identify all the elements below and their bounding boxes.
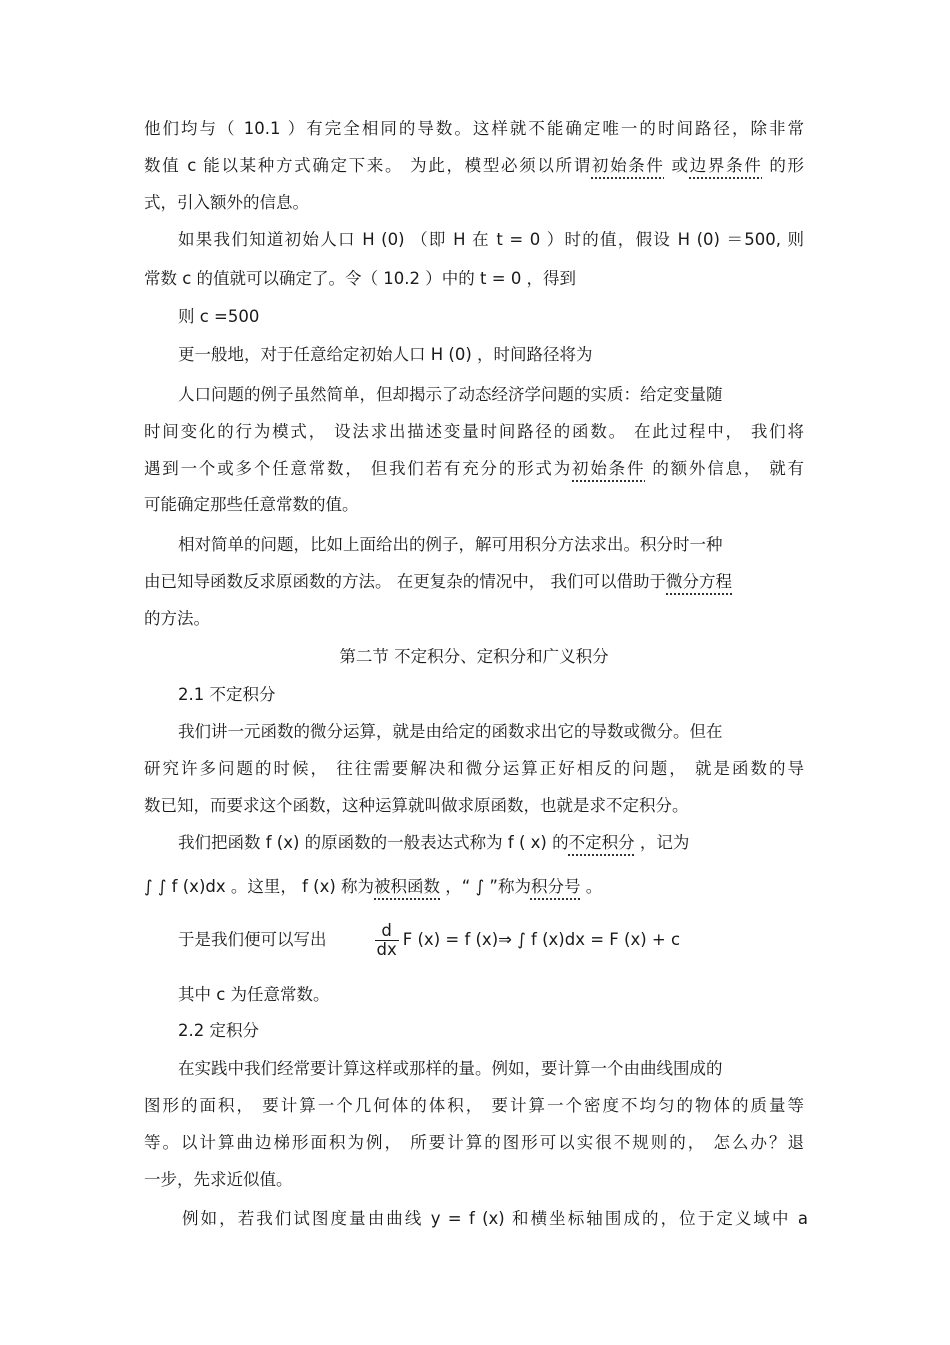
text-line: 的方法。: [144, 609, 210, 628]
derivative-fraction: $\frac{d}{dx}$: [376, 921, 397, 959]
emphasis-term: 被积函数: [374, 877, 441, 896]
emphasis-term: 初始条件: [591, 156, 665, 175]
text-line: 研究许多问题的时候， 往往需要解决和微分运算正好相反的问题， 就是函数的导: [144, 759, 804, 778]
section-title: 第二节 不定积分、定积分和广义积分: [339, 647, 609, 666]
text-line: 人口问题的例子虽然简单，但却揭示了动态经济学问题的实质：给定变量随: [178, 385, 723, 404]
emphasis-term: 边界条件: [689, 156, 763, 175]
text-line: 等。以计算曲边梯形面积为例， 所要计算的图形可以实很不规则的， 怎么办？退: [144, 1133, 804, 1152]
text-line: 一步，先求近似值。: [144, 1170, 293, 1189]
text-line: 数值 c 能以某种方式确定下来。 为此，模型必须以所谓初始条件 或边界条件 的形: [144, 156, 805, 175]
text-line: 可能确定那些任意常数的值。: [144, 495, 359, 514]
formula-line: 于是我们便可以写出 $\frac{d}{dx}$ F (x) = f (x)⇒ ∫ f (x)dx = F (x) + c: [178, 921, 681, 959]
text-line: 更一般地，对于任意给定初始人口 H (0) ，时间路径将为: [178, 345, 593, 364]
text-line: 式，引入额外的信息。: [144, 193, 309, 212]
text-line: 相对简单的问题，比如上面给出的例子，解可用积分方法求出。积分时一种: [178, 535, 723, 554]
text-line: 则 c =500: [178, 307, 260, 326]
text-line: 我们讲一元函数的微分运算，就是由给定的函数求出它的导数或微分。但在: [178, 722, 723, 741]
text-line: 由已知导函数反求原函数的方法。 在更复杂的情况中， 我们可以借助于微分方程: [144, 572, 732, 591]
subsection-heading: 2.1 不定积分: [178, 685, 276, 704]
text-line: 图形的面积， 要计算一个几何体的体积， 要计算一个密度不均匀的物体的质量等: [144, 1096, 804, 1115]
emphasis-term: 不定积分: [568, 833, 635, 852]
text-line: 时间变化的行为模式， 设法求出描述变量时间路径的函数。 在此过程中， 我们将: [144, 422, 804, 441]
text-line: 如果我们知道初始人口 H (0) （即 H 在 t = 0 ）时的值，假设 H (0) ＝500, 则: [178, 230, 804, 249]
text-line: 在实践中我们经常要计算这样或那样的量。例如，要计算一个由曲线围成的: [178, 1059, 723, 1078]
text-line: 我们把函数 f (x) 的原函数的一般表达式称为 f ( x) 的不定积分 ，记为: [178, 833, 690, 852]
text-line: 其中 c 为任意常数。: [178, 985, 330, 1004]
text-line: 遇到一个或多个任意常数， 但我们若有充分的形式为初始条件 的额外信息， 就有: [144, 459, 804, 478]
text-line: ∫ ∫ f (x)dx 。这里， f (x) 称为被积函数 ，“ ∫ ”称为积分号 。: [144, 877, 603, 896]
text-line: 常数 c 的值就可以确定了。令（ 10.2 ）中的 t = 0 ，得到: [144, 269, 577, 288]
text-line: 他们均与（ 10.1 ）有完全相同的导数。这样就不能确定唯一的时间路径，除非常: [144, 119, 804, 138]
emphasis-term: 初始条件: [572, 459, 646, 478]
text-line: 例如，若我们试图度量由曲线 y = f (x) 和横坐标轴围成的，位于定义域中 a: [182, 1209, 808, 1228]
text-line: 数已知，而要求这个函数，这种运算就叫做求原函数，也就是求不定积分。: [144, 796, 689, 815]
emphasis-term: 积分号: [530, 877, 581, 896]
subsection-heading: 2.2 定积分: [178, 1021, 259, 1040]
emphasis-term: 微分方程: [666, 572, 732, 591]
